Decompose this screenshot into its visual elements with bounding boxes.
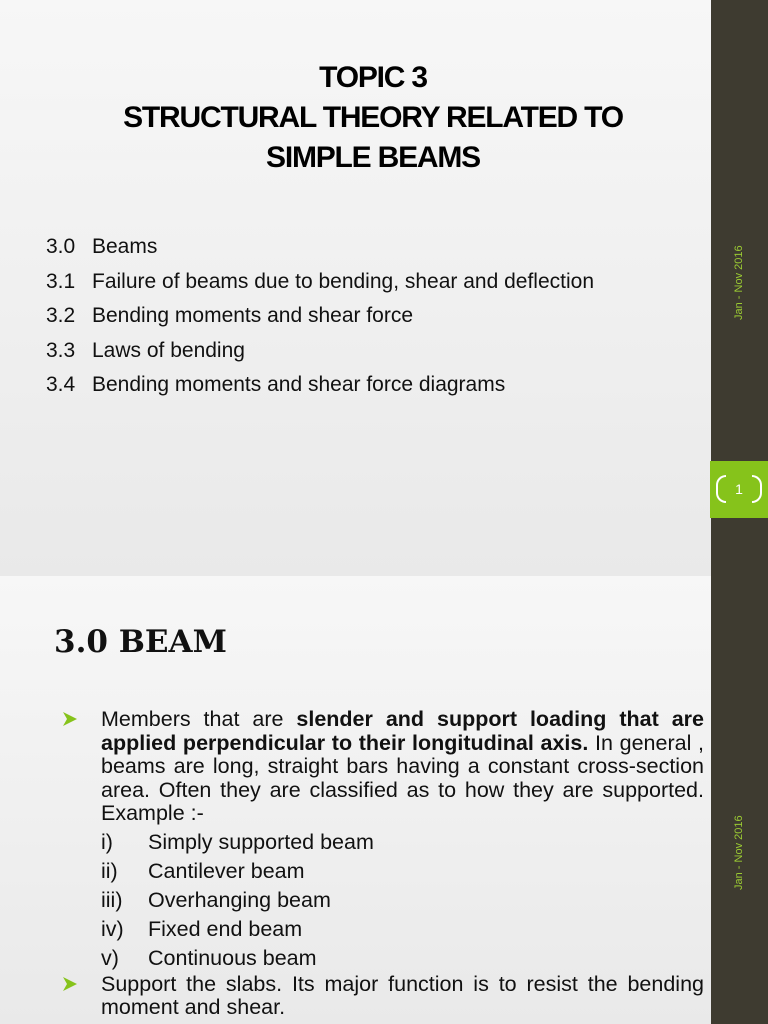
toc-number: 3.4 [46,373,76,396]
list-item [101,857,704,886]
title-line-1: TOPIC 3 [319,61,427,94]
toc-item [46,230,686,265]
list-text: Fixed end beam [148,916,303,941]
list-text: Simply supported beam [148,829,374,854]
list-roman: ii) [101,858,118,883]
sidebar-date: Jan - Nov 2016 [733,245,745,320]
sidebar-date: Jan - Nov 2016 [733,815,745,890]
toc-number: 3.2 [46,304,76,327]
toc-text: Beams [92,235,158,258]
bullet-lead: Members that are [101,707,297,731]
bullet-item [62,973,704,1020]
toc-number: 3.1 [46,269,76,293]
bullet-text: Support the slabs. Its major function is to resist the bending moment and shear. [101,971,704,1019]
list-text: Cantilever beam [148,858,305,883]
list-roman: i) [101,829,113,854]
list-text: Continuous beam [148,945,317,970]
list-item [101,828,704,857]
toc-item [46,334,686,369]
list-text: Overhanging beam [148,887,331,912]
list-item [101,944,704,973]
toc-item [46,299,686,334]
bullet-bold: slender and support loading that are applied perpendicular to their longitudinal axis. [101,707,704,755]
title-line-2: STRUCTURAL THEORY RELATED TO [123,101,623,134]
toc-number: 3.0 [46,235,76,258]
table-of-contents [46,230,686,403]
list-roman: iv) [101,916,124,941]
toc-text: Laws of bending [92,338,245,362]
list-item [101,915,704,944]
bullet-item [62,708,704,826]
toc-item [46,368,686,403]
toc-item [46,265,686,300]
bullet-rest: In general , beams are long, straight bars having a constant cross-section area. Often they are classified as to how they are supported. Example :- [101,730,704,825]
title-line-3: SIMPLE BEAMS [266,141,480,174]
toc-text: Bending moments and shear force diagrams [92,373,506,396]
list-roman: iii) [101,887,123,912]
list-item [101,886,704,915]
arrow-bullet-icon [62,976,78,992]
arrow-bullet-icon [62,711,78,727]
toc-text: Failure of beams due to bending, shear and deflection [92,269,595,293]
list-roman: v) [101,945,119,970]
slide-title [40,58,706,178]
section-heading: 3.0 BEAM [54,624,227,660]
toc-number: 3.3 [46,338,76,362]
toc-text: Bending moments and shear force [92,304,414,327]
bracket-right-icon [752,475,762,503]
slide-sidebar [711,576,768,1024]
slide-body [62,708,704,1020]
page-number-badge [710,461,768,518]
slide-2 [0,576,768,1024]
beam-type-list [62,828,704,973]
page-number: 1 [735,481,743,497]
